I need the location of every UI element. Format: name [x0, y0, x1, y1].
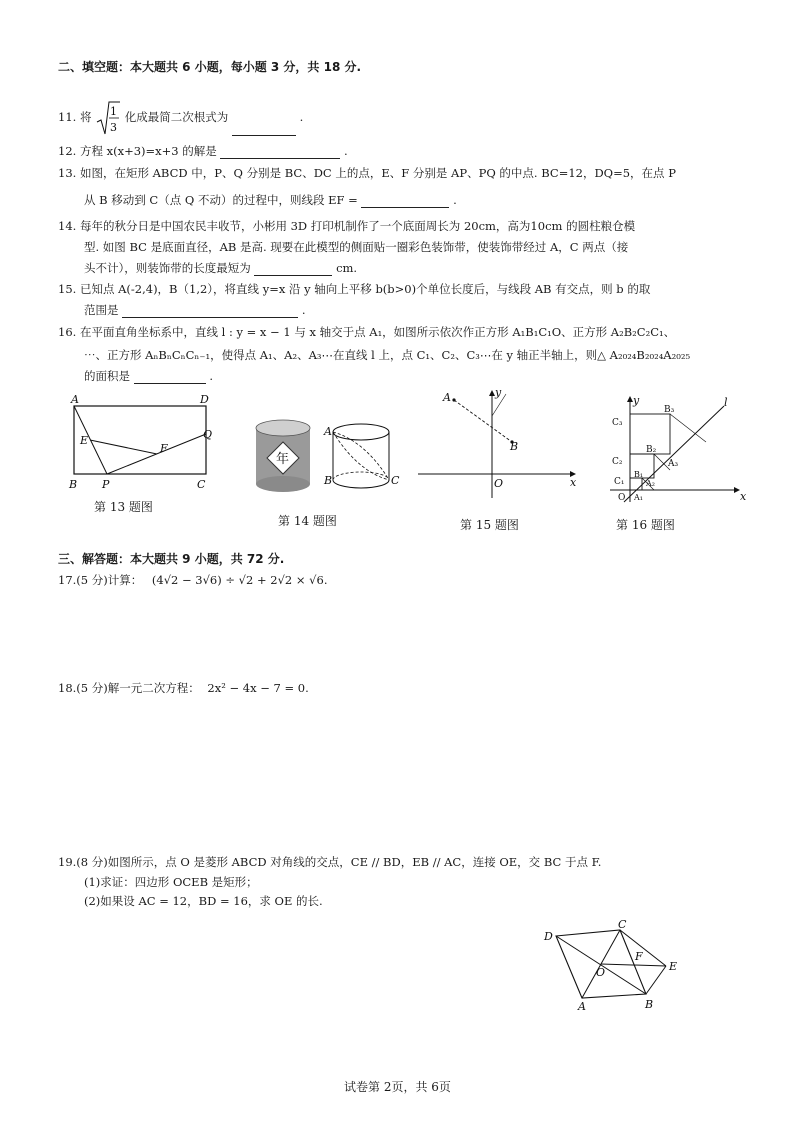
question-text: 从 B 移动到 C（点 Q 不动）的过程中，则线段 EF = [84, 193, 358, 207]
label-C3: C₃ [612, 418, 623, 428]
question-17 [58, 572, 327, 588]
label-B2: B₂ [646, 445, 657, 455]
question-end: . [344, 144, 348, 158]
question-13 [58, 165, 676, 181]
label-O: O [596, 966, 606, 979]
section-title: 三、解答题：本大题共 9 小题，共 72 分. [58, 552, 285, 566]
section-title: 二、填空题：本大题共 6 小题，每小题 3 分，共 18 分. [58, 60, 362, 74]
question-14 [58, 218, 635, 234]
question-end: . [299, 110, 304, 124]
label-C: C [618, 920, 627, 931]
label-A1: A₁ [634, 493, 643, 502]
question-text: 头不计），则装饰带的长度最短为 [84, 261, 251, 275]
figure-14-diagram [246, 418, 406, 498]
figure-13-caption: 第 13 题图 [94, 500, 153, 514]
question-text: 范围是 [84, 303, 119, 317]
label-A: A [71, 393, 79, 406]
label-A3: A₃ [668, 459, 679, 469]
question-16-line2: ⋯、正方形 AₙBₙCₙCₙ₋₁，使得点 A₁、A₂、A₃⋯在直线 l 上，点 C₁、C₂、C₃⋯在 y 轴正半轴上，则△ A₂₀₂₄B₂₀₂₄A₂₀₂₅ [84, 348, 691, 362]
label-B: B [645, 998, 654, 1010]
figure-16-caption: 第 16 题图 [616, 518, 675, 532]
label-C: C [197, 478, 206, 491]
unit-label: cm. [336, 261, 358, 275]
question-number: 13. [58, 166, 77, 180]
answer-blank[interactable] [361, 195, 449, 208]
label-F: F [160, 442, 168, 455]
question-number: 11. [58, 110, 77, 124]
question-prefix: 将 [79, 110, 92, 124]
label-B: B [324, 474, 333, 487]
sqrt-fraction-icon [95, 100, 121, 136]
label-B3: B₃ [664, 405, 675, 415]
label-x: x [740, 490, 747, 503]
answer-blank[interactable] [122, 305, 298, 318]
label-D: D [200, 393, 209, 406]
label-O: O [618, 493, 626, 503]
figure-15-caption: 第 15 题图 [460, 518, 519, 532]
question-number: 15. [58, 282, 77, 296]
question-head: 17.(5 分)计算： [58, 573, 143, 587]
label-B: B [69, 478, 78, 491]
svg-text:1: 1 [110, 105, 118, 118]
question-text: 在平面直角坐标系中，直线 l : y = x − 1 与 x 轴交于点 A₁，如图所示依次作正方形 A₁B₁C₁O、正方形 A₂B₂C₂C₁、 [79, 325, 676, 339]
label-x: x [570, 476, 577, 489]
label-C1: C₁ [614, 477, 625, 487]
label-y: y [495, 386, 502, 399]
label-B1: B₁ [634, 470, 644, 479]
decor-char: 年 [276, 452, 290, 467]
question-text: 方程 x(x+3)=x+3 的解是 [79, 144, 217, 158]
question-16-line3 [84, 368, 213, 384]
label-A: A [578, 1000, 586, 1010]
label-E: E [669, 960, 678, 973]
label-Q: Q [203, 428, 213, 441]
label-A2: A₂ [646, 479, 655, 488]
question-15 [58, 281, 650, 297]
figure-13-diagram [62, 392, 222, 492]
question-19-part2: (2)如果设 AC = 12，BD = 16，求 OE 的长. [84, 894, 323, 908]
label-l: l [724, 396, 728, 409]
page-footer: 试卷第 2页，共 6页 [344, 1080, 451, 1094]
question-13-cont [84, 192, 457, 208]
label-A: A [324, 425, 332, 438]
question-text: 的面积是 [84, 369, 130, 383]
answer-blank[interactable] [220, 146, 340, 159]
question-number: 16. [58, 325, 77, 339]
question-text: 每年的秋分日是中国农民丰收节，小彬用 3D 打印机制作了一个底面周长为 20cm，高为10cm 的圆柱粮仓模 [79, 219, 636, 233]
answer-blank[interactable] [254, 263, 332, 276]
label-P: P [102, 478, 110, 491]
question-12 [58, 143, 348, 159]
question-16 [58, 324, 675, 340]
question-14-line2: 型. 如图 BC 是底面直径，AB 是高. 现要在此模型的侧面贴一圈彩色装饰带，使装饰带经过 A，C 两点（接 [84, 240, 629, 254]
label-E: E [80, 434, 89, 447]
label-A: A [443, 391, 451, 404]
question-end: . [453, 193, 457, 207]
figure-16-diagram [606, 392, 750, 504]
question-expression: (4√2 − 3√6) ÷ √2 + 2√2 × √6. [151, 573, 328, 587]
answer-blank[interactable] [134, 371, 206, 384]
label-O: O [494, 477, 504, 490]
label-B: B [510, 440, 519, 453]
figure-19-diagram [538, 920, 688, 1010]
question-15-line2 [84, 302, 305, 318]
question-19: 19.(8 分)如图所示，点 O 是菱形 ABCD 对角线的交点，CE // BD，EB // AC，连接 OE，交 BC 于点 F. [58, 855, 602, 869]
question-end: . [209, 369, 213, 383]
question-text: 已知点 A(-2,4)，B（1,2），将直线 y=x 沿 y 轴向上平移 b(b>0)个单位长度后，与线段 AB 有交点，则 b 的取 [79, 282, 651, 296]
question-11 [58, 100, 303, 136]
question-14-line3 [84, 260, 357, 276]
label-D: D [544, 930, 553, 943]
label-C2: C₂ [612, 457, 623, 467]
figure-14-caption: 第 14 题图 [278, 514, 337, 528]
question-number: 12. [58, 144, 77, 158]
answer-blank[interactable] [232, 123, 296, 136]
question-text: 化成最简二次根式为 [124, 110, 229, 124]
label-C: C [391, 474, 400, 487]
label-y: y [633, 394, 640, 407]
question-text: 如图，在矩形 ABCD 中，P、Q 分别是 BC、DC 上的点，E、F 分别是 AP、PQ 的中点. BC=12，DQ=5，在点 P [79, 166, 676, 180]
figure-15-diagram [414, 386, 586, 504]
question-head: 18.(5 分)解一元二次方程： [58, 681, 200, 695]
question-end: . [301, 303, 306, 317]
question-expression: 2x² − 4x − 7 = 0. [207, 681, 309, 695]
svg-text:3: 3 [110, 121, 118, 134]
question-18 [58, 680, 309, 696]
label-F: F [635, 950, 643, 963]
question-number: 14. [58, 219, 77, 233]
question-19-part1: (1)求证：四边形 OCEB 是矩形； [84, 875, 258, 889]
